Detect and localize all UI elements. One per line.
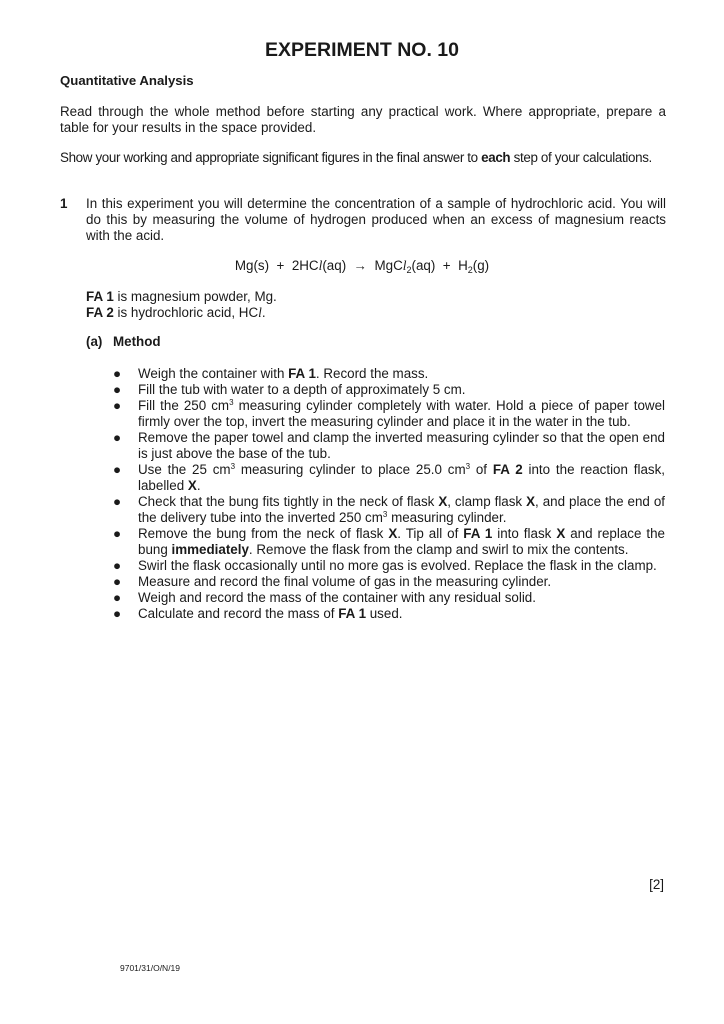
- eq-gas: (g): [472, 258, 490, 273]
- step-text: used.: [366, 606, 403, 621]
- step-bold: immediately: [171, 542, 249, 557]
- step-bold: FA 1: [463, 526, 493, 541]
- fa2-end: .: [261, 305, 266, 320]
- bullet-icon: ●: [112, 366, 122, 381]
- step-text: measuring cylinder to place 25.0 cm: [235, 462, 466, 477]
- bullet-icon: ●: [112, 526, 122, 541]
- question-number: 1: [60, 196, 68, 211]
- eq-mgcl: MgC: [374, 258, 403, 273]
- part-a-title: Method: [113, 334, 161, 349]
- step-text: , clamp flask: [447, 494, 527, 509]
- step-text: Swirl the flask occasionally until no more gas is evolved. Replace the flask in the clamp.: [138, 558, 657, 573]
- step-text: . Record the mass.: [315, 366, 429, 381]
- step-text: of: [470, 462, 493, 477]
- method-step: [112, 606, 665, 622]
- intro-p2-bold: each: [481, 150, 511, 165]
- method-step: [112, 398, 665, 430]
- page-title: EXPERIMENT NO. 10: [265, 39, 459, 61]
- step-text: measuring cylinder completely with water. Hold a piece of paper towel firmly over the top, invert the measuring cylinder and place it in the water in the tub.: [138, 398, 665, 429]
- step-bold: FA 1: [288, 366, 316, 381]
- step-text: and replace the bung: [138, 526, 666, 557]
- fa1-text: is magnesium powder, Mg.: [113, 289, 277, 304]
- method-step: [112, 494, 665, 526]
- part-a-label: (a): [86, 334, 103, 349]
- eq-aq-1: (aq): [322, 258, 347, 273]
- bullet-icon: ●: [112, 558, 122, 573]
- eq-h: H: [458, 258, 468, 273]
- step-text: .: [196, 478, 201, 493]
- step-text: into flask: [492, 526, 557, 541]
- step-text: Calculate and record the mass of: [138, 606, 339, 621]
- step-text: Fill the 250 cm: [138, 398, 230, 413]
- eq-mg: Mg(s): [234, 258, 270, 273]
- method-step: [112, 366, 665, 382]
- eq-h-sub: 2: [467, 265, 473, 275]
- fa2-text: is hydrochloric acid, HC: [113, 305, 259, 320]
- step-text: . Tip all of: [397, 526, 464, 541]
- method-step: [112, 382, 665, 398]
- reaction-equation: [0, 258, 724, 274]
- step-bold: X: [556, 526, 566, 541]
- method-step: [112, 590, 665, 606]
- step-bold: X: [187, 478, 197, 493]
- step-superscript: 3: [382, 510, 388, 519]
- method-step: [112, 526, 665, 558]
- eq-plus-1: +: [276, 258, 285, 273]
- bullet-icon: ●: [112, 382, 122, 397]
- step-text: Measure and record the final volume of gas in the measuring cylinder.: [138, 574, 552, 589]
- step-bold: FA 2: [492, 462, 523, 477]
- fa1-line: [86, 289, 277, 305]
- fa2-label: FA 2: [86, 305, 114, 320]
- method-step: [112, 462, 665, 494]
- intro-paragraph-1: Read through the whole method before starting any practical work. Where appropriate, prepare a table for your results in the space provided.: [60, 104, 666, 135]
- bullet-icon: ●: [112, 606, 122, 621]
- marks-indicator: [2]: [649, 877, 664, 892]
- intro-p2-start: Show your working and appropriate significant figures in the final answer to: [60, 150, 482, 165]
- step-text: . Remove the flask from the clamp and swirl to mix the contents.: [248, 542, 629, 557]
- bullet-icon: ●: [112, 398, 122, 413]
- fa1-label: FA 1: [86, 289, 114, 304]
- step-text: measuring cylinder.: [387, 510, 507, 525]
- step-superscript: 3: [230, 462, 236, 471]
- eq-hcl: 2HC: [291, 258, 319, 273]
- section-subheading: Quantitative Analysis: [60, 73, 194, 88]
- part-a-heading: [86, 334, 161, 350]
- bullet-icon: ●: [112, 574, 122, 589]
- step-superscript: 3: [465, 462, 471, 471]
- step-text: into the reaction flask, labelled: [138, 462, 666, 493]
- step-text: Fill the tub with water to a depth of approximately 5 cm.: [138, 382, 466, 397]
- eq-plus-2: +: [442, 258, 451, 273]
- eq-mgcl-sub: 2: [406, 265, 412, 275]
- step-text: Remove the bung from the neck of flask: [138, 526, 389, 541]
- bullet-icon: ●: [112, 430, 122, 445]
- eq-arrow: →: [353, 258, 368, 273]
- step-bold: X: [388, 526, 398, 541]
- method-step: [112, 430, 665, 462]
- method-step: [112, 558, 665, 574]
- eq-mgcl-ell: l: [402, 258, 407, 273]
- fa2-ell: l: [258, 305, 262, 320]
- fa2-line: [86, 305, 266, 321]
- method-step: [112, 574, 665, 590]
- step-text: Use the 25 cm: [138, 462, 231, 477]
- step-text: Remove the paper towel and clamp the inverted measuring cylinder so that the open end is just above the base of the tub.: [138, 430, 665, 461]
- bullet-icon: ●: [112, 462, 122, 477]
- step-superscript: 3: [229, 398, 234, 407]
- bullet-icon: ●: [112, 590, 122, 605]
- question-text: In this experiment you will determine the concentration of a sample of hydrochloric acid. You will do this by measuring the volume of hydrogen produced when an excess of magnesium reacts with the acid.: [86, 196, 666, 243]
- step-text: Weigh and record the mass of the container with any residual solid.: [138, 590, 536, 605]
- eq-hcl-ell: l: [318, 258, 323, 273]
- step-text: Check that the bung fits tightly in the neck of flask: [138, 494, 439, 509]
- paper-code: 9701/31/O/N/19: [120, 963, 181, 973]
- step-bold: FA 1: [338, 606, 367, 621]
- eq-aq-2: (aq): [411, 258, 436, 273]
- bullet-icon: ●: [112, 494, 122, 509]
- step-text: , and place the end of the delivery tube into the inverted 250 cm: [138, 494, 665, 525]
- step-bold: X: [526, 494, 536, 509]
- intro-p2-end: step of your calculations.: [510, 150, 652, 165]
- step-bold: X: [438, 494, 448, 509]
- step-text: Weigh the container with: [138, 366, 289, 381]
- method-list: [112, 366, 665, 622]
- intro-paragraph-2: [60, 150, 666, 166]
